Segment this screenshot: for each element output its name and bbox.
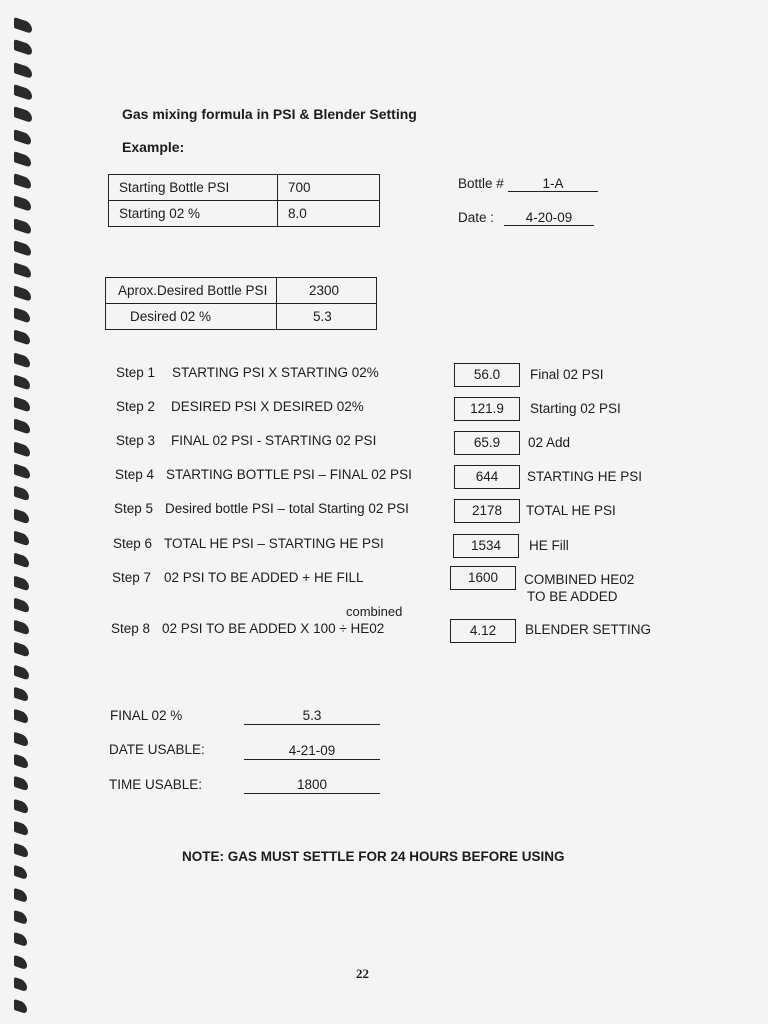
settle-note: NOTE: GAS MUST SETTLE FOR 24 HOURS BEFORE USING (182, 849, 565, 864)
step-label: Step 2 (116, 399, 156, 414)
table-cell-value: 700 (278, 175, 380, 201)
binding-ring (14, 374, 30, 390)
binding-ring (14, 910, 27, 925)
binding-ring (14, 620, 29, 636)
spiral-binding (14, 14, 38, 1024)
step-formula: 02 PSI TO BE ADDED X 100 ÷ HE02 (162, 621, 385, 636)
step-result-label: 02 Add (528, 435, 571, 450)
step-label: Step 5 (114, 501, 154, 516)
binding-ring (14, 419, 30, 435)
binding-ring (14, 553, 29, 569)
binding-ring (14, 173, 31, 190)
binding-ring (14, 776, 28, 792)
step-value-box: 65.9 (454, 431, 520, 455)
binding-ring (14, 575, 29, 591)
summary-label: DATE USABLE: (109, 742, 205, 757)
table-row (106, 304, 377, 330)
summary-value: 5.3 (244, 708, 380, 725)
step-formula: TOTAL HE PSI – STARTING HE PSI (164, 536, 384, 551)
step-value-box: 2178 (454, 499, 520, 523)
step-result-label: BLENDER SETTING (525, 622, 652, 637)
binding-ring (14, 84, 32, 101)
binding-ring (14, 843, 28, 858)
step-result-label: TOTAL HE PSI (526, 503, 616, 518)
binding-ring (14, 441, 30, 457)
binding-ring (14, 240, 31, 256)
binding-ring (14, 664, 29, 680)
binding-ring (14, 196, 31, 213)
table-cell-label: Starting 02 % (109, 201, 278, 227)
starting-values-table (108, 174, 380, 227)
binding-ring (14, 263, 31, 279)
binding-ring (14, 352, 30, 368)
binding-ring (14, 932, 27, 947)
step-formula: Desired bottle PSI – total Starting 02 PSI (165, 501, 409, 516)
date-label: Date : (458, 210, 495, 225)
step-label: Step 6 (113, 536, 153, 551)
binding-ring (14, 330, 30, 346)
binding-ring (14, 486, 29, 502)
table-cell-label: Starting Bottle PSI (109, 175, 278, 201)
step-value-box: 1534 (453, 534, 519, 558)
binding-ring (14, 731, 28, 747)
date-value: 4-20-09 (504, 210, 594, 226)
binding-ring (14, 285, 31, 301)
step-result-label: Starting 02 PSI (530, 401, 621, 416)
page-number: 22 (356, 966, 369, 981)
step-result-label: HE Fill (529, 538, 569, 553)
step-label: Step 1 (116, 365, 156, 380)
binding-ring (14, 307, 30, 323)
bottle-label: Bottle # (458, 176, 504, 191)
binding-ring (14, 798, 28, 813)
step-result-label: Final 02 PSI (530, 367, 604, 382)
step-formula: DESIRED PSI X DESIRED 02% (171, 399, 364, 414)
table-cell-label: Aprox.Desired Bottle PSI (106, 278, 277, 304)
step-value-box: 56.0 (454, 363, 520, 387)
step-formula: STARTING BOTTLE PSI – FINAL 02 PSI (166, 467, 412, 482)
table-cell-value: 5.3 (277, 304, 377, 330)
binding-ring (14, 463, 30, 479)
table-cell-value: 8.0 (278, 201, 380, 227)
step-label: Step 3 (116, 433, 156, 448)
summary-value: 1800 (244, 777, 380, 794)
step-value-box: 644 (454, 465, 520, 489)
binding-ring (14, 530, 29, 546)
binding-ring (14, 999, 27, 1014)
step-value-box: 4.12 (450, 619, 516, 643)
step-result-label-line2: TO BE ADDED (527, 589, 618, 604)
summary-label: TIME USABLE: (109, 777, 203, 792)
binding-ring (14, 642, 29, 658)
desired-values-table (105, 277, 377, 330)
step-formula: FINAL 02 PSI - STARTING 02 PSI (171, 433, 377, 448)
step-value-box: 121.9 (454, 397, 520, 421)
binding-ring (14, 754, 28, 770)
table-row (106, 278, 377, 304)
table-row (109, 175, 380, 201)
binding-ring (14, 129, 31, 146)
step-label: Step 4 (115, 467, 155, 482)
binding-ring (14, 62, 32, 79)
step-result-label: STARTING HE PSI (527, 469, 643, 484)
step-result-label: COMBINED HE02 (524, 572, 635, 587)
binding-ring (14, 39, 32, 56)
binding-ring (14, 687, 28, 703)
step-label: Step 8 (111, 621, 151, 636)
example-label: Example: (122, 139, 185, 155)
summary-label: FINAL 02 % (110, 708, 183, 723)
binding-ring (14, 218, 31, 234)
summary-value: 4-21-09 (244, 743, 380, 760)
binding-ring (14, 865, 27, 880)
step-label: Step 7 (112, 570, 152, 585)
step-formula-superscript: combined (346, 604, 403, 619)
bottle-number: 1-A (508, 176, 598, 192)
table-cell-label: Desired 02 % (106, 304, 277, 330)
binding-ring (14, 151, 31, 168)
binding-ring (14, 977, 27, 992)
binding-ring (14, 397, 30, 413)
binding-ring (14, 709, 28, 725)
page-heading: Gas mixing formula in PSI & Blender Setting (122, 106, 417, 122)
binding-ring (14, 17, 32, 34)
binding-ring (14, 821, 28, 836)
binding-ring (14, 597, 29, 613)
binding-ring (14, 508, 29, 524)
step-formula: 02 PSI TO BE ADDED + HE FILL (164, 570, 364, 585)
binding-ring (14, 888, 27, 903)
table-row (109, 201, 380, 227)
step-value-box: 1600 (450, 566, 516, 590)
table-cell-value: 2300 (277, 278, 377, 304)
step-formula: STARTING PSI X STARTING 02% (172, 365, 379, 380)
binding-ring (14, 954, 27, 969)
binding-ring (14, 106, 32, 123)
